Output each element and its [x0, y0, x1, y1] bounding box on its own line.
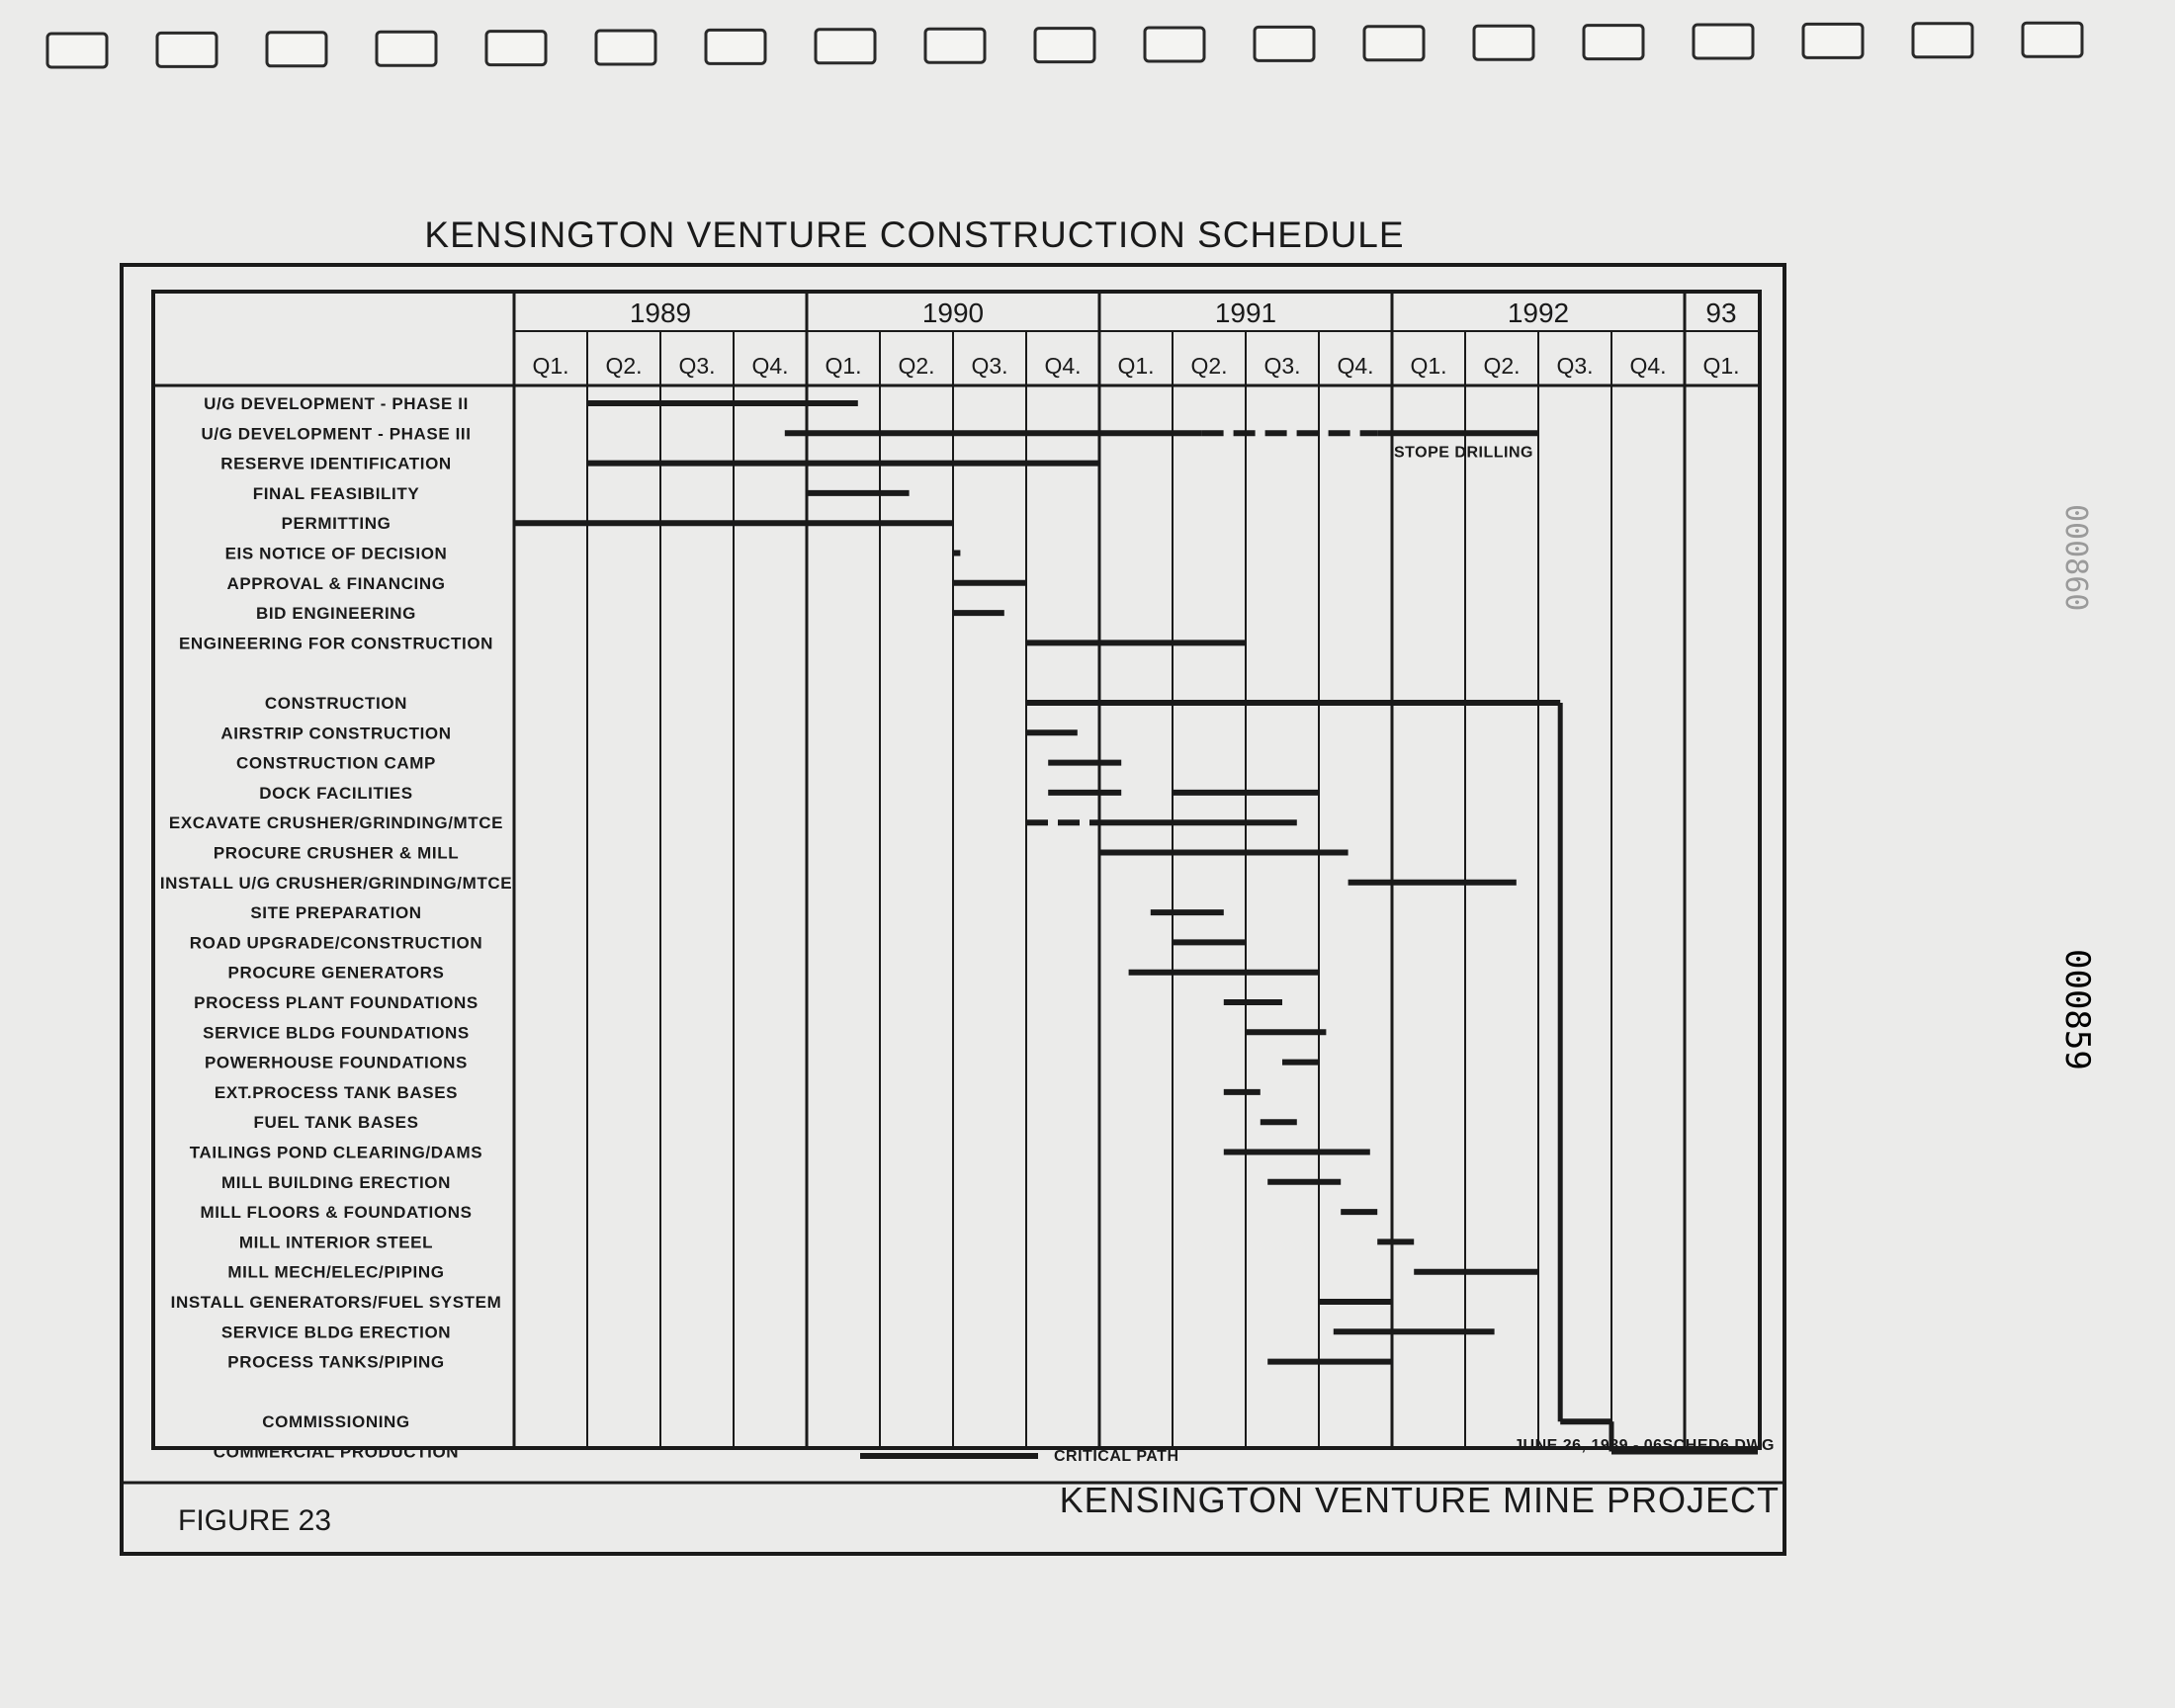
critical-path-legend-label: CRITICAL PATH: [1054, 1448, 1179, 1465]
task-label: FINAL FEASIBILITY: [252, 483, 420, 503]
task-label: PROCURE GENERATORS: [227, 963, 445, 982]
task-label: COMMERCIAL PRODUCTION: [213, 1442, 460, 1462]
task-label: CONSTRUCTION CAMP: [236, 753, 436, 773]
year-label: 1992: [1507, 298, 1570, 328]
binder-hole: [1035, 29, 1094, 62]
quarter-label: Q3.: [1263, 353, 1301, 379]
task-label: INSTALL GENERATORS/FUEL SYSTEM: [170, 1293, 502, 1312]
quarter-label: Q2.: [1483, 353, 1521, 379]
quarter-label: Q1.: [1702, 353, 1740, 379]
task-label: ENGINEERING FOR CONSTRUCTION: [178, 634, 494, 653]
binder-hole: [1913, 24, 1972, 57]
task-label: PROCURE CRUSHER & MILL: [213, 843, 460, 863]
task-label: PROCESS PLANT FOUNDATIONS: [194, 993, 478, 1012]
task-label: AIRSTRIP CONSTRUCTION: [220, 724, 452, 743]
quarter-label: Q4.: [1337, 353, 1374, 379]
binder-hole: [267, 33, 326, 66]
task-label: U/G DEVELOPMENT - PHASE III: [201, 424, 472, 444]
quarter-label: Q4.: [1629, 353, 1667, 379]
year-label: 1991: [1214, 298, 1277, 328]
binder-hole: [2023, 23, 2082, 56]
task-label: RESERVE IDENTIFICATION: [220, 454, 452, 473]
quarter-label: Q3.: [971, 353, 1008, 379]
quarter-label: Q2.: [1190, 353, 1228, 379]
task-label: EXCAVATE CRUSHER/GRINDING/MTCE: [168, 813, 504, 833]
quarter-gridlines: [587, 331, 1685, 1448]
task-label: MILL BUILDING ERECTION: [221, 1172, 451, 1192]
stope-drilling-annotation: STOPE DRILLING: [1394, 444, 1533, 462]
year-label: 1990: [921, 298, 985, 328]
binder-hole: [1694, 25, 1753, 58]
binder-hole: [1584, 26, 1643, 59]
binder-hole: [1474, 26, 1533, 59]
year-label: 93: [1705, 298, 1737, 328]
binder-hole: [157, 33, 217, 66]
binder-hole: [1803, 24, 1863, 57]
project-title: KENSINGTON VENTURE MINE PROJECT: [1059, 1480, 1780, 1520]
binder-hole: [47, 34, 107, 67]
chart-title: KENSINGTON VENTURE CONSTRUCTION SCHEDULE: [424, 214, 1405, 255]
task-label: ROAD UPGRADE/CONSTRUCTION: [189, 933, 483, 953]
task-label: SITE PREPARATION: [250, 903, 422, 923]
year-label: 1989: [629, 298, 692, 328]
binder-hole: [706, 30, 765, 63]
drawing-date-file: JUNE 26, 1989 - 06SCHED6.DWG: [1514, 1437, 1775, 1454]
faint-page-number: 000860: [2058, 504, 2093, 612]
task-label: SERVICE BLDG ERECTION: [220, 1323, 452, 1342]
binder-hole: [486, 32, 546, 65]
page-number-stamp: 000859: [2057, 949, 2097, 1070]
task-label: EXT.PROCESS TANK BASES: [214, 1082, 459, 1102]
task-label: PERMITTING: [281, 514, 392, 534]
task-label: MILL FLOORS & FOUNDATIONS: [200, 1203, 473, 1223]
task-label: TAILINGS POND CLEARING/DAMS: [189, 1143, 483, 1162]
critical-path-links: [1560, 703, 1611, 1452]
binder-hole: [1145, 28, 1204, 61]
task-label: SERVICE BLDG FOUNDATIONS: [203, 1023, 470, 1043]
binder-hole: [925, 29, 985, 62]
year-header: [630, 292, 1737, 331]
task-label: CONSTRUCTION: [264, 694, 408, 713]
task-label: FUEL TANK BASES: [253, 1113, 419, 1133]
task-label: POWERHOUSE FOUNDATIONS: [204, 1053, 469, 1072]
quarter-label: Q3.: [678, 353, 716, 379]
binder-holes: [47, 23, 2082, 67]
binder-hole: [816, 30, 875, 63]
quarter-label: Q3.: [1556, 353, 1594, 379]
task-label: INSTALL U/G CRUSHER/GRINDING/MTCE: [159, 873, 513, 893]
task-label: EIS NOTICE OF DECISION: [224, 544, 448, 563]
quarter-label: Q2.: [605, 353, 643, 379]
task-label: U/G DEVELOPMENT - PHASE II: [204, 394, 469, 413]
task-label: DOCK FACILITIES: [259, 783, 413, 803]
binder-hole: [596, 31, 655, 64]
quarter-header: [532, 353, 1739, 379]
task-label: APPROVAL & FINANCING: [226, 573, 446, 593]
task-label: MILL INTERIOR STEEL: [238, 1233, 434, 1252]
binder-hole: [1255, 27, 1314, 60]
quarter-label: Q4.: [1044, 353, 1082, 379]
quarter-label: Q4.: [751, 353, 789, 379]
task-label: MILL MECH/ELEC/PIPING: [227, 1262, 445, 1282]
task-bars: [514, 403, 1758, 1452]
quarter-label: Q2.: [898, 353, 935, 379]
quarter-label: Q1.: [825, 353, 862, 379]
task-label: BID ENGINEERING: [255, 604, 417, 624]
quarter-label: Q1.: [532, 353, 569, 379]
task-label: PROCESS TANKS/PIPING: [227, 1352, 445, 1372]
figure-label: FIGURE 23: [178, 1504, 332, 1537]
quarter-label: Q1.: [1410, 353, 1447, 379]
task-label: COMMISSIONING: [262, 1412, 410, 1432]
quarter-label: Q1.: [1117, 353, 1155, 379]
task-labels: [160, 394, 512, 1462]
binder-hole: [1364, 27, 1424, 60]
binder-hole: [377, 32, 436, 65]
